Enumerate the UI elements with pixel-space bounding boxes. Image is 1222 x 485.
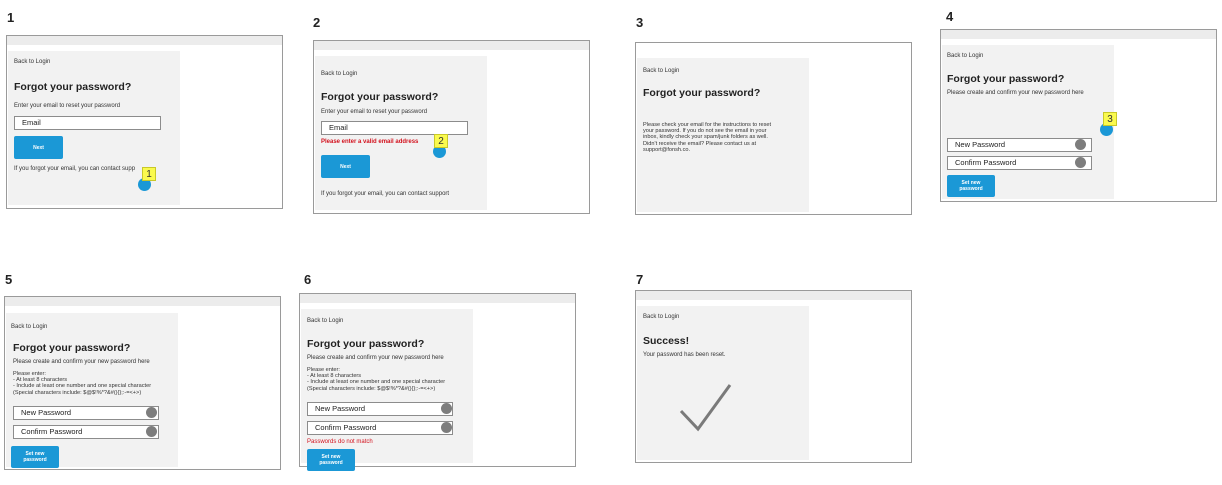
back-to-login-link[interactable]: Back to Login — [643, 68, 680, 74]
show-password-icon[interactable] — [146, 407, 157, 418]
browser-bar — [300, 294, 575, 303]
step-number: 2 — [313, 15, 321, 30]
show-password-icon[interactable] — [441, 403, 452, 414]
password-requirements: Please enter: - At least 8 characters - Include at least one number and one special character (Special characters include: $@$!%*?&#(){};:-=<+>) — [307, 367, 446, 392]
show-password-icon[interactable] — [1075, 157, 1086, 168]
success-message: Your password has been reset. — [643, 352, 726, 358]
step-number: 4 — [946, 9, 954, 24]
screen-step-2 — [313, 40, 590, 214]
browser-bar — [636, 291, 911, 300]
back-to-login-link[interactable]: Back to Login — [947, 53, 984, 59]
annotation-callout: 3 — [1103, 112, 1117, 126]
screen-step-6 — [299, 293, 576, 467]
page-title: Forgot your password? — [321, 91, 439, 103]
browser-bar — [941, 30, 1216, 39]
show-password-icon[interactable] — [146, 426, 157, 437]
instruction-text: Enter your email to reset your password — [14, 103, 121, 109]
checkmark-icon — [676, 381, 736, 436]
set-new-password-button[interactable]: Set new password — [947, 175, 995, 197]
instruction-text: Please create and confirm your new password here — [947, 90, 1084, 96]
instruction-text: Please create and confirm your new password here — [307, 355, 444, 361]
back-to-login-link[interactable]: Back to Login — [14, 59, 51, 65]
email-error-message: Please enter a valid email address — [321, 139, 419, 145]
page-title: Forgot your password? — [307, 338, 425, 350]
back-to-login-link[interactable]: Back to Login — [321, 71, 358, 77]
next-button[interactable]: Next — [14, 136, 63, 159]
browser-bar — [7, 36, 282, 45]
annotation-callout: 2 — [434, 134, 448, 148]
new-password-field[interactable]: New Password — [13, 406, 159, 420]
support-text: If you forgot your email, you can contact supp — [14, 166, 136, 172]
annotation-callout: 1 — [142, 167, 156, 181]
email-field[interactable]: Email — [321, 121, 468, 135]
browser-bar — [314, 41, 589, 50]
screen-step-5 — [4, 296, 281, 470]
page-title: Forgot your password? — [13, 342, 131, 354]
confirm-password-field[interactable]: Confirm Password — [307, 421, 453, 435]
page-title: Forgot your password? — [643, 87, 761, 99]
password-requirements: Please enter: - At least 8 characters - Include at least one number and one special character (Special characters include: $@$!%*?&#(){};:-=<+>) — [13, 371, 152, 396]
step-number: 5 — [5, 272, 13, 287]
step-number: 7 — [636, 272, 644, 287]
back-to-login-link[interactable]: Back to Login — [307, 318, 344, 324]
success-title: Success! — [643, 335, 690, 347]
confirm-password-field[interactable]: Confirm Password — [13, 425, 159, 439]
screen-step-7 — [635, 290, 912, 463]
browser-bar — [5, 297, 280, 306]
instruction-text: Please create and confirm your new password here — [13, 359, 150, 365]
next-button[interactable]: Next — [321, 155, 370, 178]
screen-step-4 — [940, 29, 1217, 202]
step-number: 6 — [304, 272, 312, 287]
screen-step-1 — [6, 35, 283, 209]
check-email-message: Please check your email for the instructions to reset your password. If you do not see the email in your inbox, kindly check your spam/junk folders as well. Didn't receive the email? Please contact us at support@fonsh.co. — [643, 122, 772, 153]
page-title: Forgot your password? — [14, 81, 132, 93]
set-new-password-button[interactable]: Set new password — [307, 449, 355, 471]
new-password-field[interactable]: New Password — [307, 402, 453, 416]
confirm-password-field[interactable]: Confirm Password — [947, 156, 1092, 170]
show-password-icon[interactable] — [1075, 139, 1086, 150]
back-to-login-link[interactable]: Back to Login — [11, 324, 48, 330]
instruction-text: Enter your email to reset your password — [321, 109, 428, 115]
email-field[interactable]: Email — [14, 116, 161, 130]
page-title: Forgot your password? — [947, 73, 1065, 85]
screen-step-3 — [635, 42, 912, 215]
step-number: 1 — [7, 10, 15, 25]
show-password-icon[interactable] — [441, 422, 452, 433]
set-new-password-button[interactable]: Set new password — [11, 446, 59, 468]
new-password-field[interactable]: New Password — [947, 138, 1092, 152]
step-number: 3 — [636, 15, 644, 30]
back-to-login-link[interactable]: Back to Login — [643, 314, 680, 320]
support-text: If you forgot your email, you can contact support — [321, 191, 450, 197]
password-mismatch-error: Passwords do not match — [307, 439, 373, 445]
